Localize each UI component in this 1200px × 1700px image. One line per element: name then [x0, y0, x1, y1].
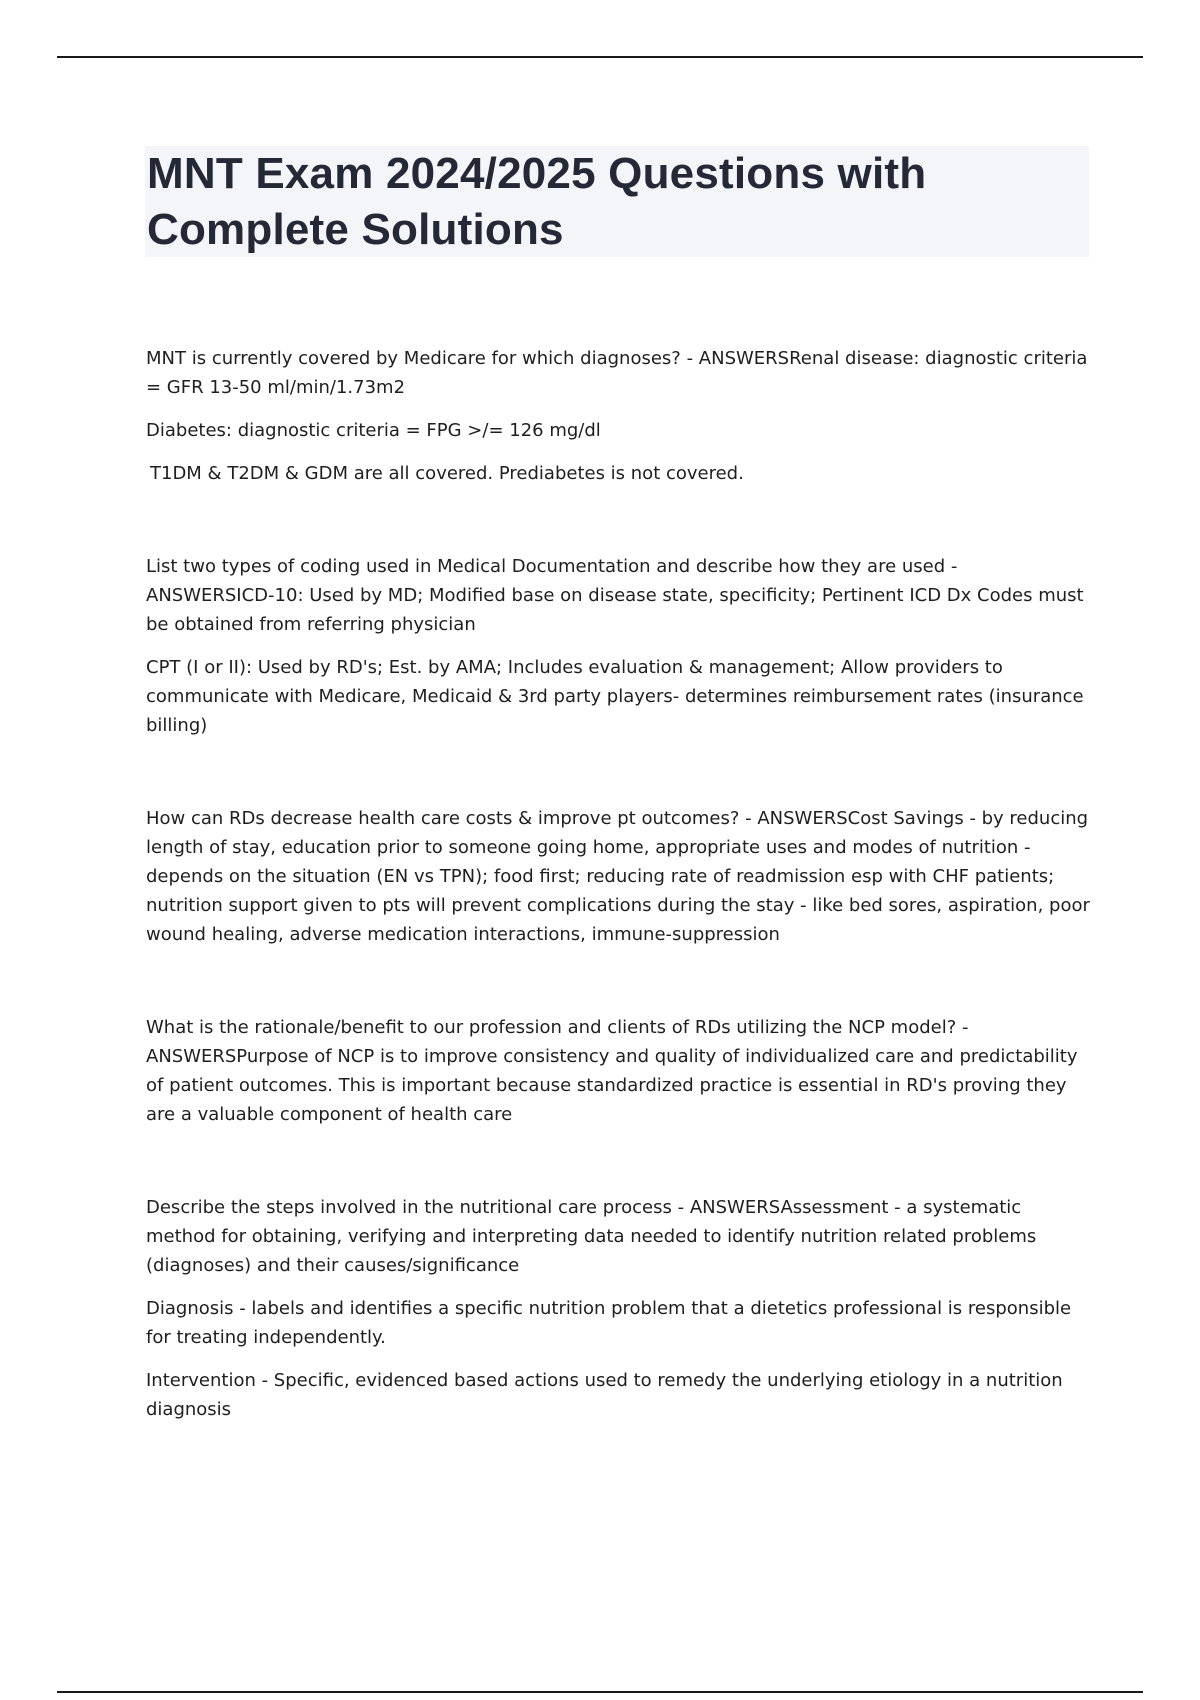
- page-title: MNT Exam 2024/2025 Questions with Complete Solutions: [147, 149, 927, 254]
- qa-block-coding-types: [146, 552, 1090, 740]
- qa-paragraph: How can RDs decrease health care costs & improve pt outcomes? - ANSWERSCost Savings - by reducing length of stay, education prior to someone going home, appropriate uses and modes of nutrition - depends on the situation (EN vs TPN); food first; reducing rate of readmission esp with CHF patients; nutrition support given to pts will prevent complications during the stay - like bed sores, aspiration, poor wound healing, adverse medication interactions, immune-suppression: [146, 808, 1090, 945]
- qa-paragraph: Intervention - Specific, evidenced based actions used to remedy the underlying etiology in a nutrition diagnosis: [146, 1370, 1063, 1420]
- qa-block-ncp-rationale: [146, 1013, 1090, 1129]
- qa-paragraph: What is the rationale/benefit to our profession and clients of RDs utilizing the NCP model? - ANSWERSPurpose of NCP is to improve consistency and quality of individualized care and predictability of patient outcomes. This is important because standardized practice is essential in RD's proving they are a valuable component of health care: [146, 1017, 1078, 1125]
- qa-paragraph: CPT (I or II): Used by RD's; Est. by AMA; Includes evaluation & management; Allow providers to communicate with Medicare, Medicaid & 3rd party players- determines reimbursement rates (insurance billing): [146, 657, 1084, 736]
- footer-rule: [57, 1691, 1143, 1693]
- qa-paragraph: Describe the steps involved in the nutritional care process - ANSWERSAssessment - a systematic method for obtaining, verifying and interpreting data needed to identify nutrition related problems (diagnoses) and their causes/significance: [146, 1197, 1037, 1276]
- qa-paragraph: List two types of coding used in Medical Documentation and describe how they are used - ANSWERSICD-10: Used by MD; Modified base on disease state, specificity; Pertinent ICD Dx Codes must be obtained from referring physician: [146, 556, 1084, 635]
- header-rule: [57, 56, 1143, 58]
- qa-paragraph: Diabetes: diagnostic criteria = FPG >/= 126 mg/dl: [146, 420, 601, 441]
- title-banner: [145, 146, 1089, 257]
- qa-paragraph: Diagnosis - labels and identifies a specific nutrition problem that a dietetics professional is responsible for treating independently.: [146, 1298, 1072, 1348]
- qa-paragraph: MNT is currently covered by Medicare for which diagnoses? - ANSWERSRenal disease: diagnostic criteria = GFR 13-50 ml/min/1.73m2: [146, 348, 1088, 398]
- qa-paragraph: T1DM & T2DM & GDM are all covered. Prediabetes is not covered.: [150, 463, 744, 484]
- qa-block-cost-savings: [146, 804, 1090, 949]
- document-body: [146, 344, 1090, 1424]
- qa-block-medicare-coverage: [146, 344, 1090, 488]
- qa-block-ncp-steps: [146, 1193, 1090, 1424]
